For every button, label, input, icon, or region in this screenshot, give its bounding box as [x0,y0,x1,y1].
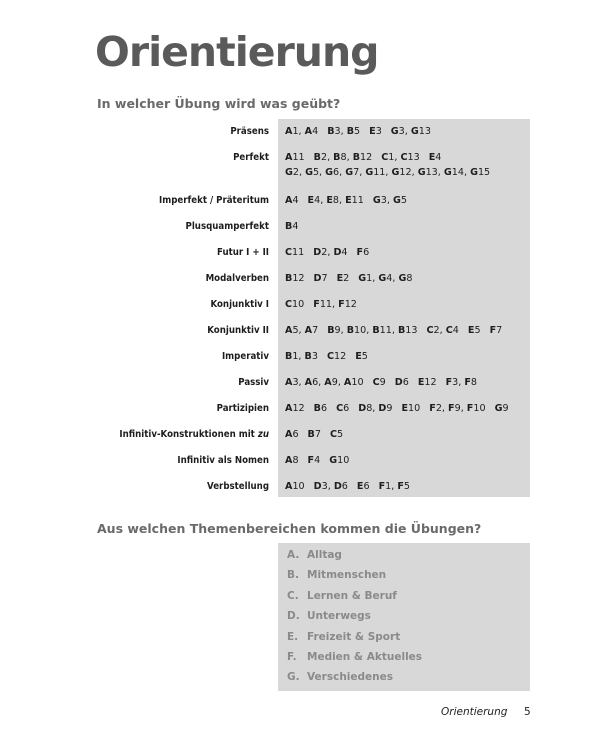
exercise-reference: C10 [285,299,305,310]
grammar-label: Perfekt [233,152,269,163]
exercise-reference: A10 [285,481,305,492]
exercise-reference: E3 [369,126,382,137]
exercise-reference: A12 [285,403,305,414]
exercise-references [285,245,378,260]
exercise-reference: B4 [285,221,299,232]
exercise-reference: G10 [329,455,350,466]
exercise-references [285,219,307,234]
theme-name: Unterwegs [307,610,371,623]
exercise-references [285,297,366,312]
exercise-reference: C1, C13 [381,152,420,163]
theme-name: Lernen & Beruf [307,589,397,602]
theme-name: Verschiedenes [307,671,394,684]
theme-letter: C. [287,589,299,602]
footer-title: Orientierung [441,706,508,718]
exercise-reference: B1, B3 [285,351,318,362]
grammar-label: Imperativ [221,351,269,362]
exercise-reference: B9, B10, B11, B13 [327,325,418,336]
exercise-reference: A6 [285,429,299,440]
exercise-references [285,453,358,468]
exercise-reference: F11, F12 [313,299,357,310]
grammar-label: Modalverben [205,273,269,284]
theme-name: Mitmenschen [307,569,387,582]
exercise-reference: G2, G5, G6, G7, G11, G12, G13, G14, G15 [285,167,491,178]
theme-letter: F. [287,651,297,663]
grammar-label: Futur I + II [217,247,269,258]
grammar-label: Partizipien [216,403,269,414]
exercise-references [285,479,419,494]
exercise-reference: A5, A7 [285,325,319,336]
theme-letter: G. [287,671,300,684]
exercise-reference: B12 [285,273,305,284]
theme-item [287,671,393,683]
exercise-reference: E4 [428,152,442,163]
exercise-reference: D6 [394,377,409,388]
exercise-reference: A4 [285,195,299,206]
section-heading-exercises: In welcher Übung wird was geübt? [97,96,341,111]
exercise-reference: E10 [401,403,421,414]
exercise-references [285,150,499,180]
section-heading-themes: Aus welchen Themenbereichen kommen die Übungen? [97,521,482,536]
exercise-reference: G1, G4, G8 [358,273,413,284]
theme-item [287,631,400,643]
exercise-reference: C12 [326,351,347,362]
exercise-references [285,323,511,338]
exercise-references [285,401,518,416]
exercise-reference: B7 [307,429,321,440]
grammar-label: Infinitiv als Nomen [177,455,269,466]
exercise-reference: E5 [467,325,481,336]
theme-item [287,590,397,602]
exercise-reference: F7 [489,325,503,336]
exercise-reference: G9 [494,403,509,414]
theme-letter: E. [287,630,299,643]
theme-name: Alltag [307,549,342,561]
theme-name: Freizeit & Sport [307,630,401,643]
exercise-reference: A3, A6, A9, A10 [285,377,364,388]
theme-letter: D. [287,610,300,623]
exercise-reference: B6 [313,403,328,414]
exercise-reference: F4 [307,455,321,466]
exercise-reference: F6 [356,247,370,258]
grammar-label: Passiv [238,377,269,388]
exercise-reference: E5 [355,351,368,362]
theme-letter: B. [287,569,299,582]
grammar-label: Konjunktiv I [210,299,269,310]
exercise-references [285,427,352,442]
exercise-reference: D8, D9 [358,403,393,414]
theme-item [287,651,422,663]
exercise-reference: F2, F9, F10 [429,403,486,414]
exercise-reference: E4, E8, E11 [307,195,364,206]
theme-letter: A. [287,549,300,561]
exercise-reference: C11 [285,247,305,258]
exercise-references [285,193,416,208]
grammar-label: Imperfekt / Präteritum [159,195,269,206]
page-title: Orientierung [95,28,379,76]
grammar-label: Präsens [230,126,269,137]
grammar-label: Plusquamperfekt [185,221,269,232]
exercise-reference: D3, D6 [313,481,348,492]
exercise-references [285,124,440,139]
exercise-reference: F3, F8 [445,377,478,388]
grammar-label: Infinitiv-Konstruktionen mit zu [119,429,269,440]
exercise-reference: C5 [329,429,344,440]
exercise-reference: A1, A4 [285,126,319,137]
exercise-reference: B3, B5 [327,126,361,137]
exercise-reference: E6 [356,481,370,492]
exercise-reference: A8 [285,455,299,466]
exercise-references [285,375,486,390]
exercise-reference: E2 [336,273,350,284]
exercise-reference: D7 [313,273,328,284]
exercise-reference: G3, G5 [372,195,407,206]
grammar-label: Konjunktiv II [207,325,269,336]
exercise-reference: D2, D4 [313,247,348,258]
exercise-reference: E12 [417,377,437,388]
exercise-reference: A11 [285,152,305,163]
exercise-reference: C9 [372,377,386,388]
page-number: 5 [524,706,531,718]
grammar-label: Verbstellung [207,481,269,492]
theme-item [287,549,342,561]
theme-name: Medien & Aktuelles [307,651,423,663]
exercise-reference: C2, C4 [426,325,459,336]
exercise-reference: C6 [336,403,350,414]
exercise-reference: B2, B8, B12 [313,152,373,163]
exercise-reference: F1, F5 [378,481,411,492]
exercise-references [285,271,421,286]
theme-item [287,569,386,581]
exercise-references [285,349,377,364]
exercise-reference: G3, G13 [390,126,431,137]
theme-item [287,610,371,622]
